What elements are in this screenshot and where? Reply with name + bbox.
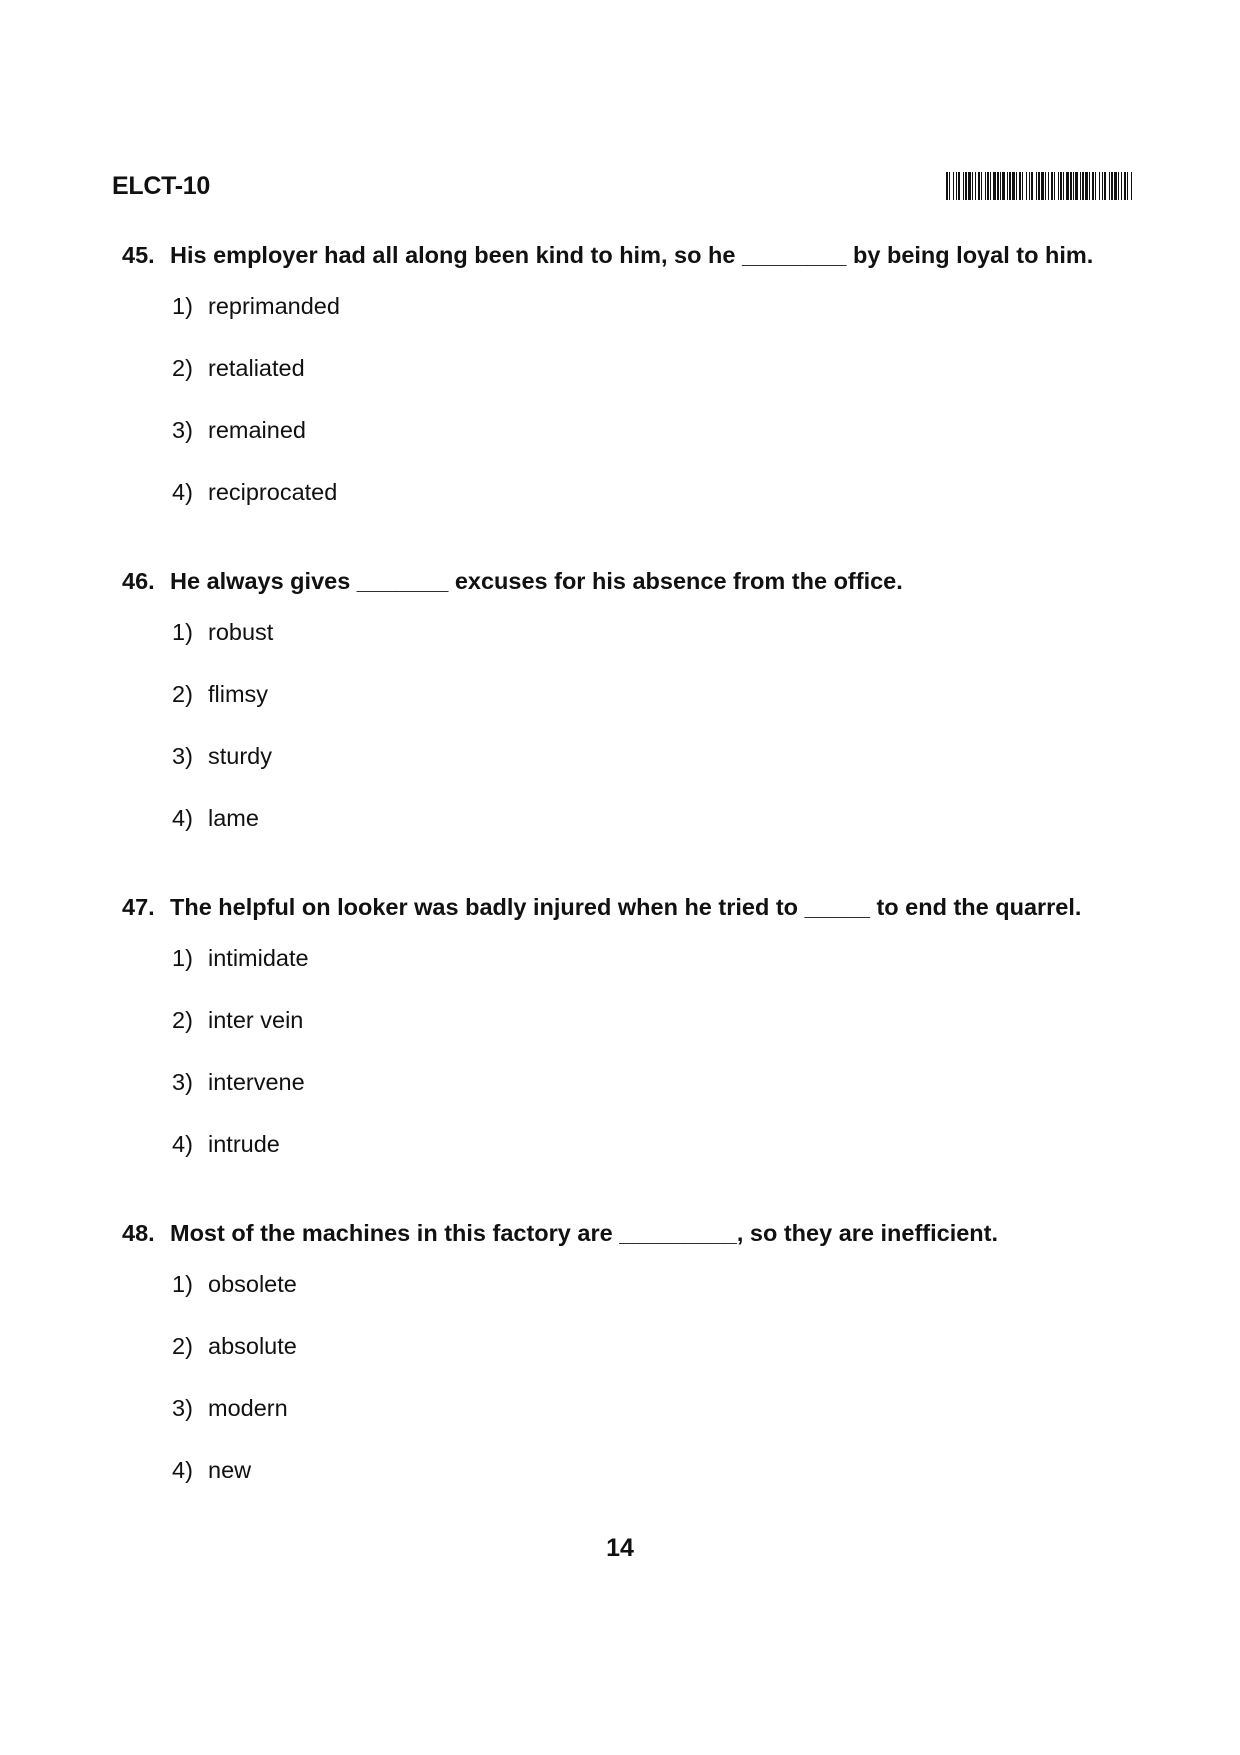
option-text: remained (208, 417, 306, 443)
option-number: 2) (172, 355, 193, 381)
question-46 (122, 563, 1142, 862)
option-item[interactable] (172, 1126, 1142, 1188)
option-number: 2) (172, 1333, 193, 1359)
paper-code: ELCT-10 (112, 172, 210, 200)
question-text: His employer had all along been kind to him, so he ________ by being loyal to him. (170, 242, 1094, 268)
page-header (112, 172, 1132, 212)
question-number: 48. (122, 1220, 155, 1246)
question-text: He always gives _______ excuses for his absence from the office. (170, 568, 903, 594)
option-item[interactable] (172, 1328, 1142, 1390)
option-item[interactable] (172, 940, 1142, 1002)
option-item[interactable] (172, 738, 1142, 800)
option-text: reciprocated (208, 479, 338, 505)
option-list (172, 614, 1142, 862)
option-number: 3) (172, 1395, 193, 1421)
option-number: 3) (172, 417, 193, 443)
option-number: 4) (172, 1457, 193, 1483)
question-stem (122, 1215, 1142, 1251)
option-list (172, 940, 1142, 1188)
option-item[interactable] (172, 474, 1142, 536)
option-item[interactable] (172, 800, 1142, 862)
question-stem (122, 237, 1142, 273)
option-list (172, 1266, 1142, 1514)
option-item[interactable] (172, 1266, 1142, 1328)
question-text: The helpful on looker was badly injured when he tried to _____ to end the quarrel. (170, 894, 1082, 920)
option-item[interactable] (172, 1452, 1142, 1514)
option-number: 4) (172, 1131, 193, 1157)
option-text: sturdy (208, 743, 272, 769)
option-text: intervene (208, 1069, 305, 1095)
option-number: 2) (172, 681, 193, 707)
option-number: 1) (172, 945, 193, 971)
option-number: 1) (172, 1271, 193, 1297)
option-item[interactable] (172, 676, 1142, 738)
option-text: robust (208, 619, 274, 645)
option-number: 4) (172, 805, 193, 831)
option-list (172, 288, 1142, 536)
option-text: new (208, 1457, 252, 1483)
question-number: 47. (122, 894, 155, 920)
question-stem (122, 889, 1142, 925)
option-item[interactable] (172, 350, 1142, 412)
option-text: retaliated (208, 355, 305, 381)
question-48 (122, 1215, 1142, 1514)
option-number: 1) (172, 293, 193, 319)
option-item[interactable] (172, 1064, 1142, 1126)
question-text: Most of the machines in this factory are _________, so they are inefficient. (170, 1220, 999, 1246)
option-number: 3) (172, 743, 193, 769)
option-item[interactable] (172, 412, 1142, 474)
option-text: reprimanded (208, 293, 340, 319)
option-text: intrude (208, 1131, 280, 1157)
option-number: 2) (172, 1007, 193, 1033)
option-text: obsolete (208, 1271, 297, 1297)
question-number: 45. (122, 242, 155, 268)
page-number: 14 (606, 1534, 634, 1562)
option-item[interactable] (172, 614, 1142, 676)
option-item[interactable] (172, 1390, 1142, 1452)
option-text: absolute (208, 1333, 297, 1359)
option-text: flimsy (208, 681, 269, 707)
option-number: 1) (172, 619, 193, 645)
question-stem (122, 563, 1142, 599)
question-list (122, 237, 1142, 1541)
option-number: 3) (172, 1069, 193, 1095)
question-45 (122, 237, 1142, 536)
barcode-icon (946, 172, 1132, 200)
option-text: intimidate (208, 945, 309, 971)
option-text: lame (208, 805, 259, 831)
option-number: 4) (172, 479, 193, 505)
question-47 (122, 889, 1142, 1188)
option-text: modern (208, 1395, 288, 1421)
question-number: 46. (122, 568, 155, 594)
option-text: inter vein (208, 1007, 304, 1033)
option-item[interactable] (172, 1002, 1142, 1064)
option-item[interactable] (172, 288, 1142, 350)
